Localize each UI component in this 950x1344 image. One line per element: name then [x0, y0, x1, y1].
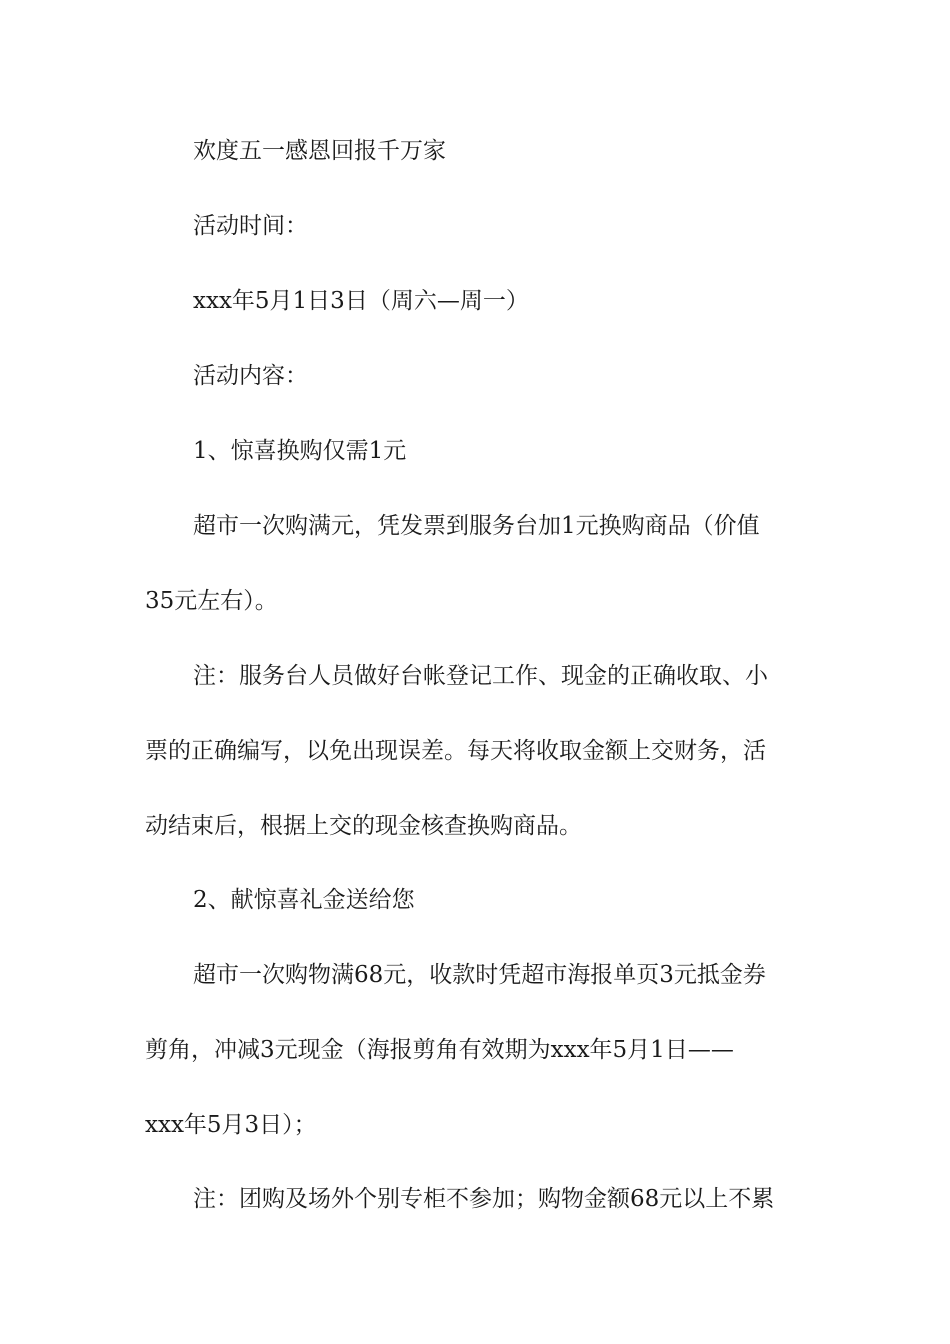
item-1-description-line-1: 超市一次购满元，凭发票到服务台加1元换购商品（价值: [193, 513, 760, 539]
item-2-description-line-1: 超市一次购物满68元，收款时凭超市海报单页3元抵金券: [193, 962, 766, 988]
item-1-note-line-2: 票的正确编写，以免出现误差。每天将收取金额上交财务，活: [145, 738, 766, 764]
document-title: 欢度五一感恩回报千万家: [193, 138, 446, 164]
item-1-description-line-2: 35元左右）。: [145, 588, 278, 614]
item-2-description-line-2: 剪角，冲减3元现金（海报剪角有效期为xxx年5月1日——: [145, 1037, 734, 1063]
item-2-description-line-3: xxx年5月3日）；: [145, 1112, 317, 1138]
activity-time-label: 活动时间：: [193, 213, 308, 239]
item-2-heading: 2、献惊喜礼金送给您: [193, 887, 415, 913]
item-2-note-line-1: 注：团购及场外个别专柜不参加；购物金额68元以上不累: [193, 1186, 775, 1212]
item-1-note-line-3: 动结束后，根据上交的现金核查换购商品。: [145, 813, 582, 839]
item-1-heading: 1、惊喜换购仅需1元: [193, 438, 407, 464]
activity-time-value: xxx年5月1日3日（周六—周一）: [193, 288, 529, 314]
activity-content-label: 活动内容：: [193, 363, 308, 389]
item-1-note-line-1: 注：服务台人员做好台帐登记工作、现金的正确收取、小: [193, 663, 768, 689]
